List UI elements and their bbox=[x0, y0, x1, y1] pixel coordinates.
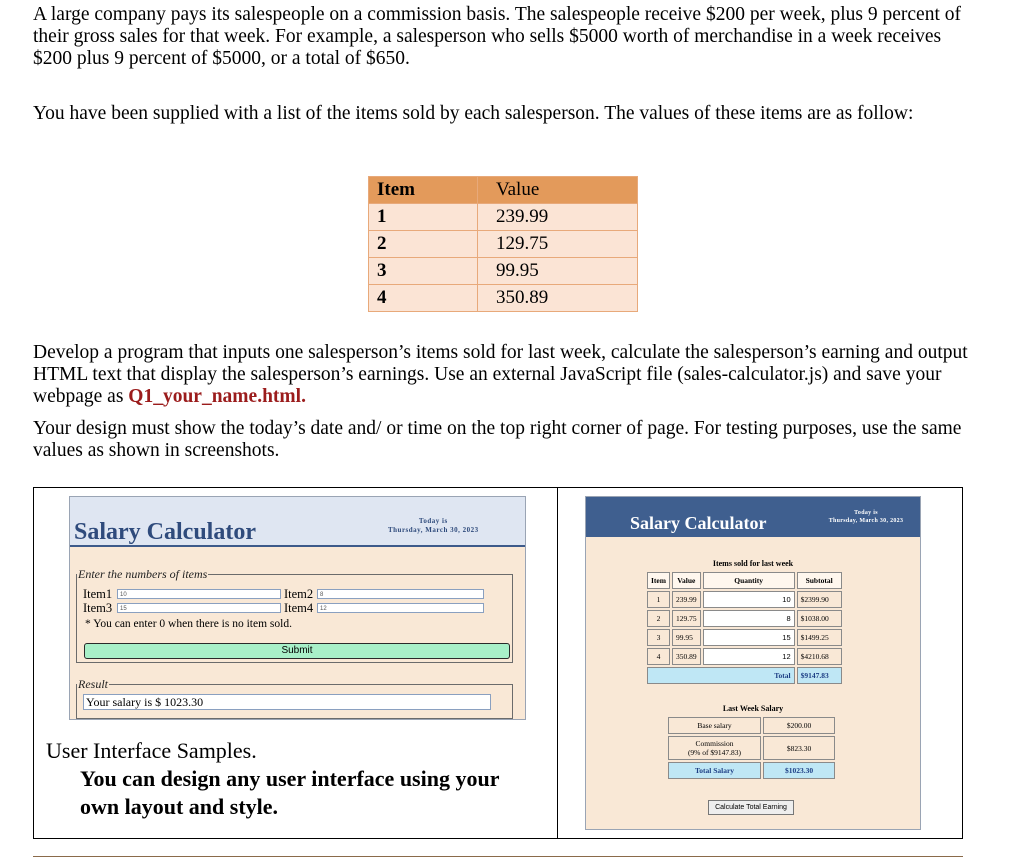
quantity-input[interactable]: 10 bbox=[703, 591, 795, 608]
today-date: Thursday, March 30, 2023 bbox=[828, 518, 904, 524]
ui-samples-caption: User Interface Samples. bbox=[46, 738, 257, 763]
item1-input[interactable]: 10 bbox=[117, 589, 281, 599]
base-salary-value: $200.00 bbox=[763, 717, 835, 734]
design-note-line-1: You can design any user interface using your bbox=[80, 766, 500, 791]
cell-value: 99.95 bbox=[478, 258, 638, 285]
item2-input[interactable]: 8 bbox=[317, 589, 484, 599]
header-item: Item bbox=[369, 177, 478, 204]
commission-detail: (9% of $9147.83) bbox=[687, 748, 742, 757]
header-value: Value bbox=[478, 177, 638, 204]
base-salary-label: Base salary bbox=[668, 717, 761, 734]
cell-item: 2 bbox=[369, 231, 478, 258]
cell-value: 350.89 bbox=[478, 285, 638, 312]
header-quantity: Quantity bbox=[703, 572, 795, 589]
item4-label: Item4 bbox=[284, 601, 314, 615]
samples-divider bbox=[557, 488, 558, 838]
cell-item: 1 bbox=[369, 204, 478, 231]
quantity-input[interactable]: 15 bbox=[703, 629, 795, 646]
total-salary-row bbox=[668, 762, 835, 779]
cell-value: 239.99 bbox=[478, 204, 638, 231]
sample-header bbox=[586, 497, 920, 537]
today-display bbox=[388, 517, 479, 535]
sample-ui-left bbox=[69, 496, 526, 720]
cell-value: 99.95 bbox=[672, 629, 701, 646]
item3-label: Item3 bbox=[83, 601, 113, 615]
item4-input[interactable]: 12 bbox=[317, 603, 484, 613]
commission-value: $823.30 bbox=[763, 736, 835, 760]
cell-value: 129.75 bbox=[478, 231, 638, 258]
result-legend: Result bbox=[78, 677, 108, 691]
cell-item: 1 bbox=[647, 591, 670, 608]
cell-item: 3 bbox=[647, 629, 670, 646]
design-note bbox=[80, 765, 499, 821]
table-row bbox=[647, 591, 842, 608]
quantity-input[interactable]: 12 bbox=[703, 648, 795, 665]
task-paragraph bbox=[33, 342, 968, 408]
header-value: Value bbox=[672, 572, 701, 589]
design-note-line-2: own layout and style. bbox=[80, 794, 279, 819]
today-label: Today is bbox=[418, 517, 448, 525]
item1-label: Item1 bbox=[83, 587, 113, 601]
cell-value: 350.89 bbox=[672, 648, 701, 665]
table-row bbox=[369, 258, 638, 285]
today-date: Thursday, March 30, 2023 bbox=[388, 526, 479, 534]
items-caption: Items sold for last week bbox=[712, 559, 794, 568]
salary-table bbox=[666, 715, 837, 781]
result-output: Your salary is $ 1023.30 bbox=[83, 694, 491, 710]
items-legend: Enter the numbers of items bbox=[78, 567, 208, 581]
task-text: Develop a program that inputs one salesperson’s items sold for last week, calculate the salesperson’s earning and output HTML text that display the salesperson’s earnings. Use an external JavaScript file (sales-calculator.js) and save your webpage as bbox=[33, 342, 968, 407]
table-header-row bbox=[647, 572, 842, 589]
total-label: Total bbox=[647, 667, 795, 684]
today-label: Today is bbox=[854, 510, 878, 516]
intro-paragraph: A large company pays its salespeople on a commission basis. The salespeople receive $200 per week, plus 9 percent of their gross sales for that week. For example, a salesperson who sells $5000 worth of merchandise in a week receives $200 plus 9 percent of $5000, or a total of $650. bbox=[33, 4, 961, 69]
sample-title: Salary Calculator bbox=[630, 513, 767, 533]
sample-ui-right bbox=[585, 496, 921, 830]
table-row bbox=[369, 285, 638, 312]
table-row bbox=[647, 648, 842, 665]
cell-subtotal: $2399.90 bbox=[797, 591, 842, 608]
table-row bbox=[668, 736, 835, 760]
commission-label bbox=[668, 736, 761, 760]
sample-header bbox=[70, 497, 525, 547]
table-row bbox=[369, 204, 638, 231]
cell-subtotal: $1038.00 bbox=[797, 610, 842, 627]
cell-subtotal: $4210.68 bbox=[797, 648, 842, 665]
item3-input[interactable]: 15 bbox=[117, 603, 281, 613]
today-display bbox=[814, 509, 918, 525]
table-row bbox=[647, 629, 842, 646]
salary-caption: Last Week Salary bbox=[722, 704, 784, 713]
cell-value: 129.75 bbox=[672, 610, 701, 627]
cell-subtotal: $1499.25 bbox=[797, 629, 842, 646]
date-requirement-paragraph: Your design must show the today’s date and/ or time on the top right corner of page. For testing purposes, use the same values as shown in screenshots. bbox=[33, 418, 962, 461]
filename-text: Q1_your_name.html. bbox=[128, 386, 306, 407]
table-header-row bbox=[369, 177, 638, 204]
header-item: Item bbox=[647, 572, 670, 589]
items-calc-table bbox=[645, 570, 844, 686]
zero-note: * You can enter 0 when there is no item sold. bbox=[85, 618, 292, 630]
total-row bbox=[647, 667, 842, 684]
cell-item: 2 bbox=[647, 610, 670, 627]
total-salary-label: Total Salary bbox=[668, 762, 761, 779]
cell-item: 4 bbox=[647, 648, 670, 665]
header-subtotal: Subtotal bbox=[797, 572, 842, 589]
cell-value: 239.99 bbox=[672, 591, 701, 608]
supplied-list-paragraph: You have been supplied with a list of the items sold by each salesperson. The values of these items are as follow: bbox=[33, 103, 914, 124]
table-row bbox=[647, 610, 842, 627]
table-row bbox=[369, 231, 638, 258]
sample-title: Salary Calculator bbox=[74, 519, 256, 545]
total-salary-value: $1023.30 bbox=[763, 762, 835, 779]
calculate-button[interactable]: Calculate Total Earning bbox=[708, 800, 794, 815]
cell-item: 3 bbox=[369, 258, 478, 285]
quantity-input[interactable]: 8 bbox=[703, 610, 795, 627]
commission-title: Commission bbox=[695, 739, 734, 748]
total-value: $9147.83 bbox=[797, 667, 842, 684]
submit-button[interactable]: Submit bbox=[84, 643, 510, 659]
table-row bbox=[668, 717, 835, 734]
item2-label: Item2 bbox=[284, 587, 314, 601]
cell-item: 4 bbox=[369, 285, 478, 312]
item-value-table bbox=[368, 176, 638, 312]
bottom-rule bbox=[33, 856, 963, 857]
